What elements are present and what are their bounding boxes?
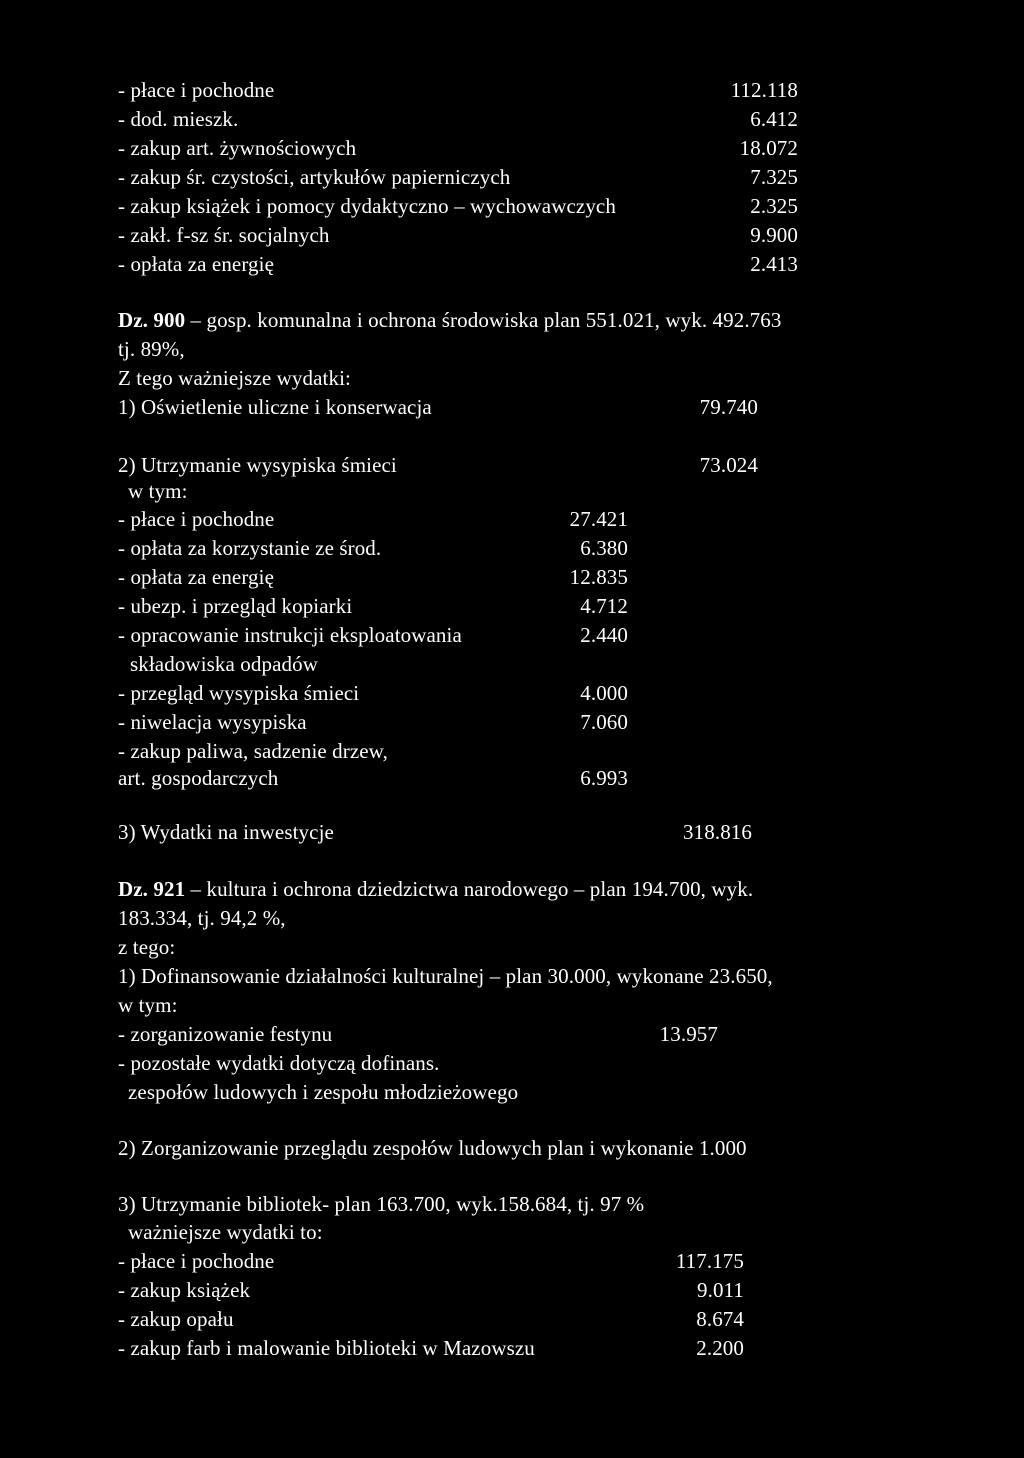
list-item <box>118 164 808 190</box>
section-line: - pozostałe wydatki dotyczą dofinans. <box>118 1051 440 1075</box>
section-heading <box>118 876 753 902</box>
item-label: - płace i pochodne <box>118 78 275 102</box>
section-line: 1) Dofinansowanie działalności kulturalnej – plan 30.000, wykonane 23.650, <box>118 964 773 988</box>
item-label: - niwelacja wysypiska <box>118 710 307 734</box>
item-label: - dod. mieszk. <box>118 107 239 131</box>
item-label: art. gospodarczych <box>118 766 279 790</box>
item-value: 2.200 <box>696 1336 744 1360</box>
item-value: 8.674 <box>696 1307 744 1331</box>
section-heading-text: – kultura i ochrona dziedzictwa narodowego – plan 194.700, wyk. <box>185 877 754 901</box>
list-item-continuation: składowiska odpadów <box>130 652 318 676</box>
section-line: Z tego ważniejsze wydatki: <box>118 366 351 390</box>
item-value: 7.060 <box>580 710 628 734</box>
list-item <box>118 593 638 619</box>
item-value: 79.740 <box>699 395 758 419</box>
item-label: - zorganizowanie festynu <box>118 1022 333 1046</box>
item-value: 318.816 <box>683 820 752 844</box>
item-label: - płace i pochodne <box>118 1249 275 1273</box>
list-item <box>118 193 808 219</box>
list-item <box>118 135 808 161</box>
section-number: Dz. 900 <box>118 308 186 332</box>
item-value: 18.072 <box>739 136 798 160</box>
list-item <box>118 1306 758 1332</box>
section-line: tj. 89%, <box>118 337 185 361</box>
item-label: - zakup książek <box>118 1278 251 1302</box>
list-item <box>118 680 638 706</box>
list-item <box>118 106 808 132</box>
item-label: - opłata za korzystanie ze środ. <box>118 536 382 560</box>
section-line: ważniejsze wydatki to: <box>128 1220 323 1244</box>
item-label: - opłata za energię <box>118 565 275 589</box>
item-value: 9.011 <box>697 1278 744 1302</box>
item-label: - płace i pochodne <box>118 507 275 531</box>
list-item <box>118 535 638 561</box>
item-value: 112.118 <box>730 78 798 102</box>
item-value: 12.835 <box>569 565 628 589</box>
list-item <box>118 1248 758 1274</box>
list-item <box>118 622 638 648</box>
list-item <box>118 394 758 420</box>
list-item <box>118 765 638 791</box>
section-number: Dz. 921 <box>118 877 186 901</box>
section-line: 2) Zorganizowanie przeglądu zespołów ludowych plan i wykonanie 1.000 <box>118 1136 747 1160</box>
item-value: 2.440 <box>580 623 628 647</box>
list-item-label: - zakup paliwa, sadzenie drzew, <box>118 739 388 763</box>
list-item <box>118 251 808 277</box>
item-value: 73.024 <box>699 453 758 477</box>
item-value: 2.325 <box>750 194 798 218</box>
item-value: 117.175 <box>675 1249 744 1273</box>
section-line: 183.334, tj. 94,2 %, <box>118 906 286 930</box>
list-item <box>118 506 638 532</box>
section-heading <box>118 307 781 333</box>
item-value: 4.000 <box>580 681 628 705</box>
list-item <box>118 1335 758 1361</box>
list-item <box>118 709 638 735</box>
section-line: 3) Utrzymanie bibliotek- plan 163.700, wyk.158.684, tj. 97 % <box>118 1192 645 1216</box>
list-item <box>118 564 638 590</box>
item-label: - opłata za energię <box>118 252 275 276</box>
item-label: 2) Utrzymanie wysypiska śmieci <box>118 453 397 477</box>
item-label: - zakł. f-sz śr. socjalnych <box>118 223 330 247</box>
item-value: 6.993 <box>580 766 628 790</box>
section-heading-text: – gosp. komunalna i ochrona środowiska plan 551.021, wyk. 492.763 <box>185 308 782 332</box>
section-line: w tym: <box>118 993 178 1017</box>
item-value: 2.413 <box>750 252 798 276</box>
item-label: - zakup książek i pomocy dydaktyczno – wychowawczych <box>118 194 616 218</box>
item-value: 9.900 <box>750 223 798 247</box>
item-value: 6.380 <box>580 536 628 560</box>
item-value: 4.712 <box>580 594 628 618</box>
item-label: 3) Wydatki na inwestycje <box>118 820 334 844</box>
list-item <box>118 77 808 103</box>
item-value: 13.957 <box>659 1022 718 1046</box>
section-line: zespołów ludowych i zespołu młodzieżowego <box>128 1080 519 1104</box>
list-item <box>118 1277 758 1303</box>
list-item <box>118 819 758 845</box>
item-label: - zakup art. żywnościowych <box>118 136 357 160</box>
list-item <box>118 222 808 248</box>
item-label: 1) Oświetlenie uliczne i konserwacja <box>118 395 432 419</box>
item-label: - zakup opału <box>118 1307 234 1331</box>
item-label: - zakup śr. czystości, artykułów papierniczych <box>118 165 511 189</box>
section-line: z tego: <box>118 935 176 959</box>
item-value: 7.325 <box>750 165 798 189</box>
list-item <box>118 452 758 478</box>
item-label: - ubezp. i przegląd kopiarki <box>118 594 353 618</box>
item-label: - przegląd wysypiska śmieci <box>118 681 360 705</box>
section-line: w tym: <box>128 479 188 503</box>
item-label: - opracowanie instrukcji eksploatowania <box>118 623 462 647</box>
item-value: 6.412 <box>750 107 798 131</box>
item-value: 27.421 <box>569 507 628 531</box>
item-label: - zakup farb i malowanie biblioteki w Mazowszu <box>118 1336 535 1360</box>
list-item <box>118 1021 738 1047</box>
